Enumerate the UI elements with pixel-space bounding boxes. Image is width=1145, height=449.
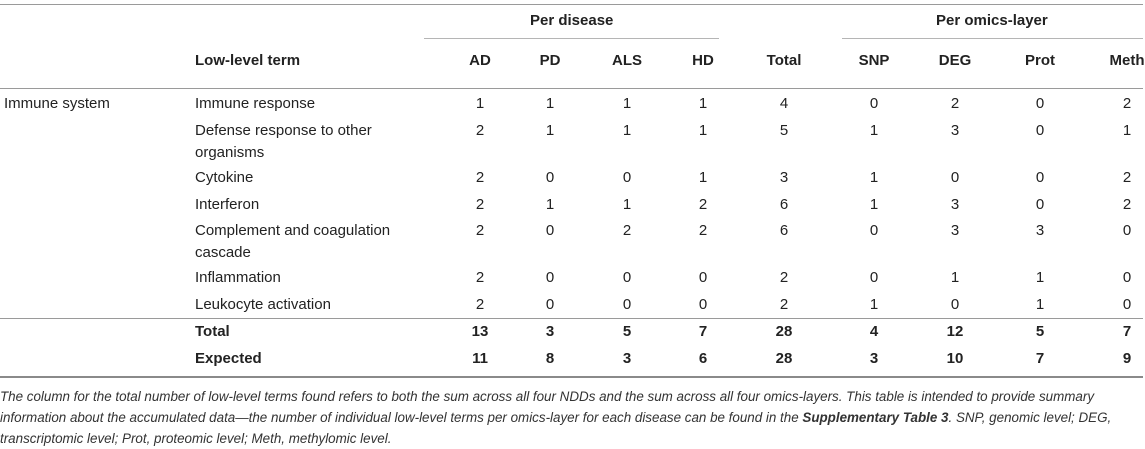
footnote-text-1: The column for the total number of low-level terms found refers to both the sum across all four NDDs and the sum across all four omics-layers. This table is intended to provide summary information about the accumulated data—the number of individual low-level terms per omics-layer for each disease can be found in the [0,389,1095,425]
category-label: Immune system [4,95,110,112]
row-term: Defense response to other [195,122,372,139]
row-value-meth: 0 [1122,296,1132,313]
summary-value-als: 3 [622,350,632,367]
row-value-snp: 0 [869,95,879,112]
totals-rule [0,318,1143,319]
row-value-pd: 1 [545,196,555,213]
row-value-ad: 1 [475,95,485,112]
low-level-term-header: Low-level term [195,52,301,69]
summary-value-meth: 9 [1122,350,1132,367]
summary-value-als: 5 [622,323,632,340]
summary-label: Expected [195,350,262,367]
summary-value-total: 28 [775,350,793,367]
row-value-meth: 0 [1122,269,1132,286]
row-value-snp: 1 [869,296,879,313]
column-header-pd: PD [539,52,561,69]
row-term: cascade [195,244,251,261]
row-value-deg: 1 [950,269,960,286]
row-term: Immune response [195,95,316,112]
row-value-prot: 0 [1035,95,1045,112]
row-value-als: 1 [622,95,632,112]
row-value-prot: 1 [1035,269,1045,286]
row-value-pd: 0 [545,296,555,313]
row-value-ad: 2 [475,269,485,286]
row-value-ad: 2 [475,196,485,213]
row-value-deg: 3 [950,196,960,213]
row-value-total: 3 [779,169,789,186]
row-value-hd: 2 [698,196,708,213]
row-value-snp: 0 [869,222,879,239]
per-omics-header: Per omics-layer [936,12,1048,29]
row-value-meth: 0 [1122,222,1132,239]
row-value-pd: 1 [545,95,555,112]
row-term: organisms [195,144,265,161]
row-value-pd: 0 [545,222,555,239]
summary-value-deg: 10 [946,350,964,367]
column-header-hd: HD [692,52,714,69]
row-value-deg: 3 [950,122,960,139]
table-footnote [0,386,1143,449]
row-value-prot: 3 [1035,222,1045,239]
column-header-deg: DEG [938,52,972,69]
table-bottom-rule [0,376,1143,378]
column-header-als: ALS [612,52,642,69]
footnote-text-2: . SNP, genomic level; DEG, transcriptomic level; Prot, proteomic level; Meth, methylomic level. [0,410,1112,446]
row-value-total: 5 [779,122,789,139]
per-omics-underline [842,38,1143,39]
row-value-deg: 0 [950,296,960,313]
summary-value-deg: 12 [946,323,964,340]
row-value-pd: 0 [545,269,555,286]
row-value-ad: 2 [475,296,485,313]
row-value-hd: 0 [698,296,708,313]
summary-value-meth: 7 [1122,323,1132,340]
row-value-als: 0 [622,296,632,313]
row-value-meth: 2 [1122,196,1132,213]
row-term: Complement and coagulation [195,222,391,239]
summary-value-ad: 11 [472,350,488,367]
row-value-meth: 1 [1122,122,1132,139]
row-value-hd: 1 [698,169,708,186]
row-value-prot: 1 [1035,296,1045,313]
summary-value-pd: 3 [545,323,555,340]
row-value-total: 2 [779,269,789,286]
row-value-total: 2 [779,296,789,313]
column-header-snp: SNP [858,52,890,69]
row-value-als: 0 [622,269,632,286]
summary-value-snp: 3 [869,350,879,367]
per-disease-header: Per disease [530,12,614,29]
row-value-deg: 0 [950,169,960,186]
row-value-deg: 3 [950,222,960,239]
row-value-als: 1 [622,196,632,213]
row-value-total: 4 [779,95,789,112]
row-value-total: 6 [779,196,789,213]
row-value-snp: 1 [869,122,879,139]
row-value-prot: 0 [1035,169,1045,186]
summary-value-snp: 4 [869,323,879,340]
row-value-snp: 1 [869,196,879,213]
row-value-pd: 0 [545,169,555,186]
row-value-hd: 1 [698,122,708,139]
summary-value-prot: 7 [1035,350,1045,367]
supplementary-table-ref: Supplementary Table 3 [802,410,949,425]
summary-value-prot: 5 [1035,323,1045,340]
row-value-hd: 1 [698,95,708,112]
summary-value-hd: 7 [698,323,708,340]
row-value-hd: 0 [698,269,708,286]
row-term: Inflammation [195,269,281,286]
row-value-snp: 1 [869,169,879,186]
row-value-ad: 2 [475,122,485,139]
row-term: Interferon [195,196,260,213]
row-term: Leukocyte activation [195,296,331,313]
column-header-total: Total [766,52,802,69]
row-value-als: 1 [622,122,632,139]
summary-value-hd: 6 [698,350,708,367]
summary-value-ad: 13 [471,323,489,340]
row-value-deg: 2 [950,95,960,112]
header-bottom-rule [0,88,1143,89]
row-value-ad: 2 [475,222,485,239]
summary-value-pd: 8 [545,350,555,367]
row-value-meth: 2 [1122,95,1132,112]
per-disease-underline [424,38,719,39]
row-value-hd: 2 [698,222,708,239]
summary-value-total: 28 [775,323,793,340]
row-value-prot: 0 [1035,196,1045,213]
column-header-ad: AD [469,52,491,69]
table-top-rule [0,4,1143,5]
row-value-ad: 2 [475,169,485,186]
column-header-prot: Prot [1025,52,1055,69]
column-header-meth: Meth [1109,52,1145,69]
row-value-prot: 0 [1035,122,1045,139]
row-term: Cytokine [195,169,254,186]
row-value-als: 0 [622,169,632,186]
row-value-meth: 2 [1122,169,1132,186]
row-value-als: 2 [622,222,632,239]
row-value-pd: 1 [545,122,555,139]
row-value-snp: 0 [869,269,879,286]
summary-label: Total [195,323,230,340]
row-value-total: 6 [779,222,789,239]
